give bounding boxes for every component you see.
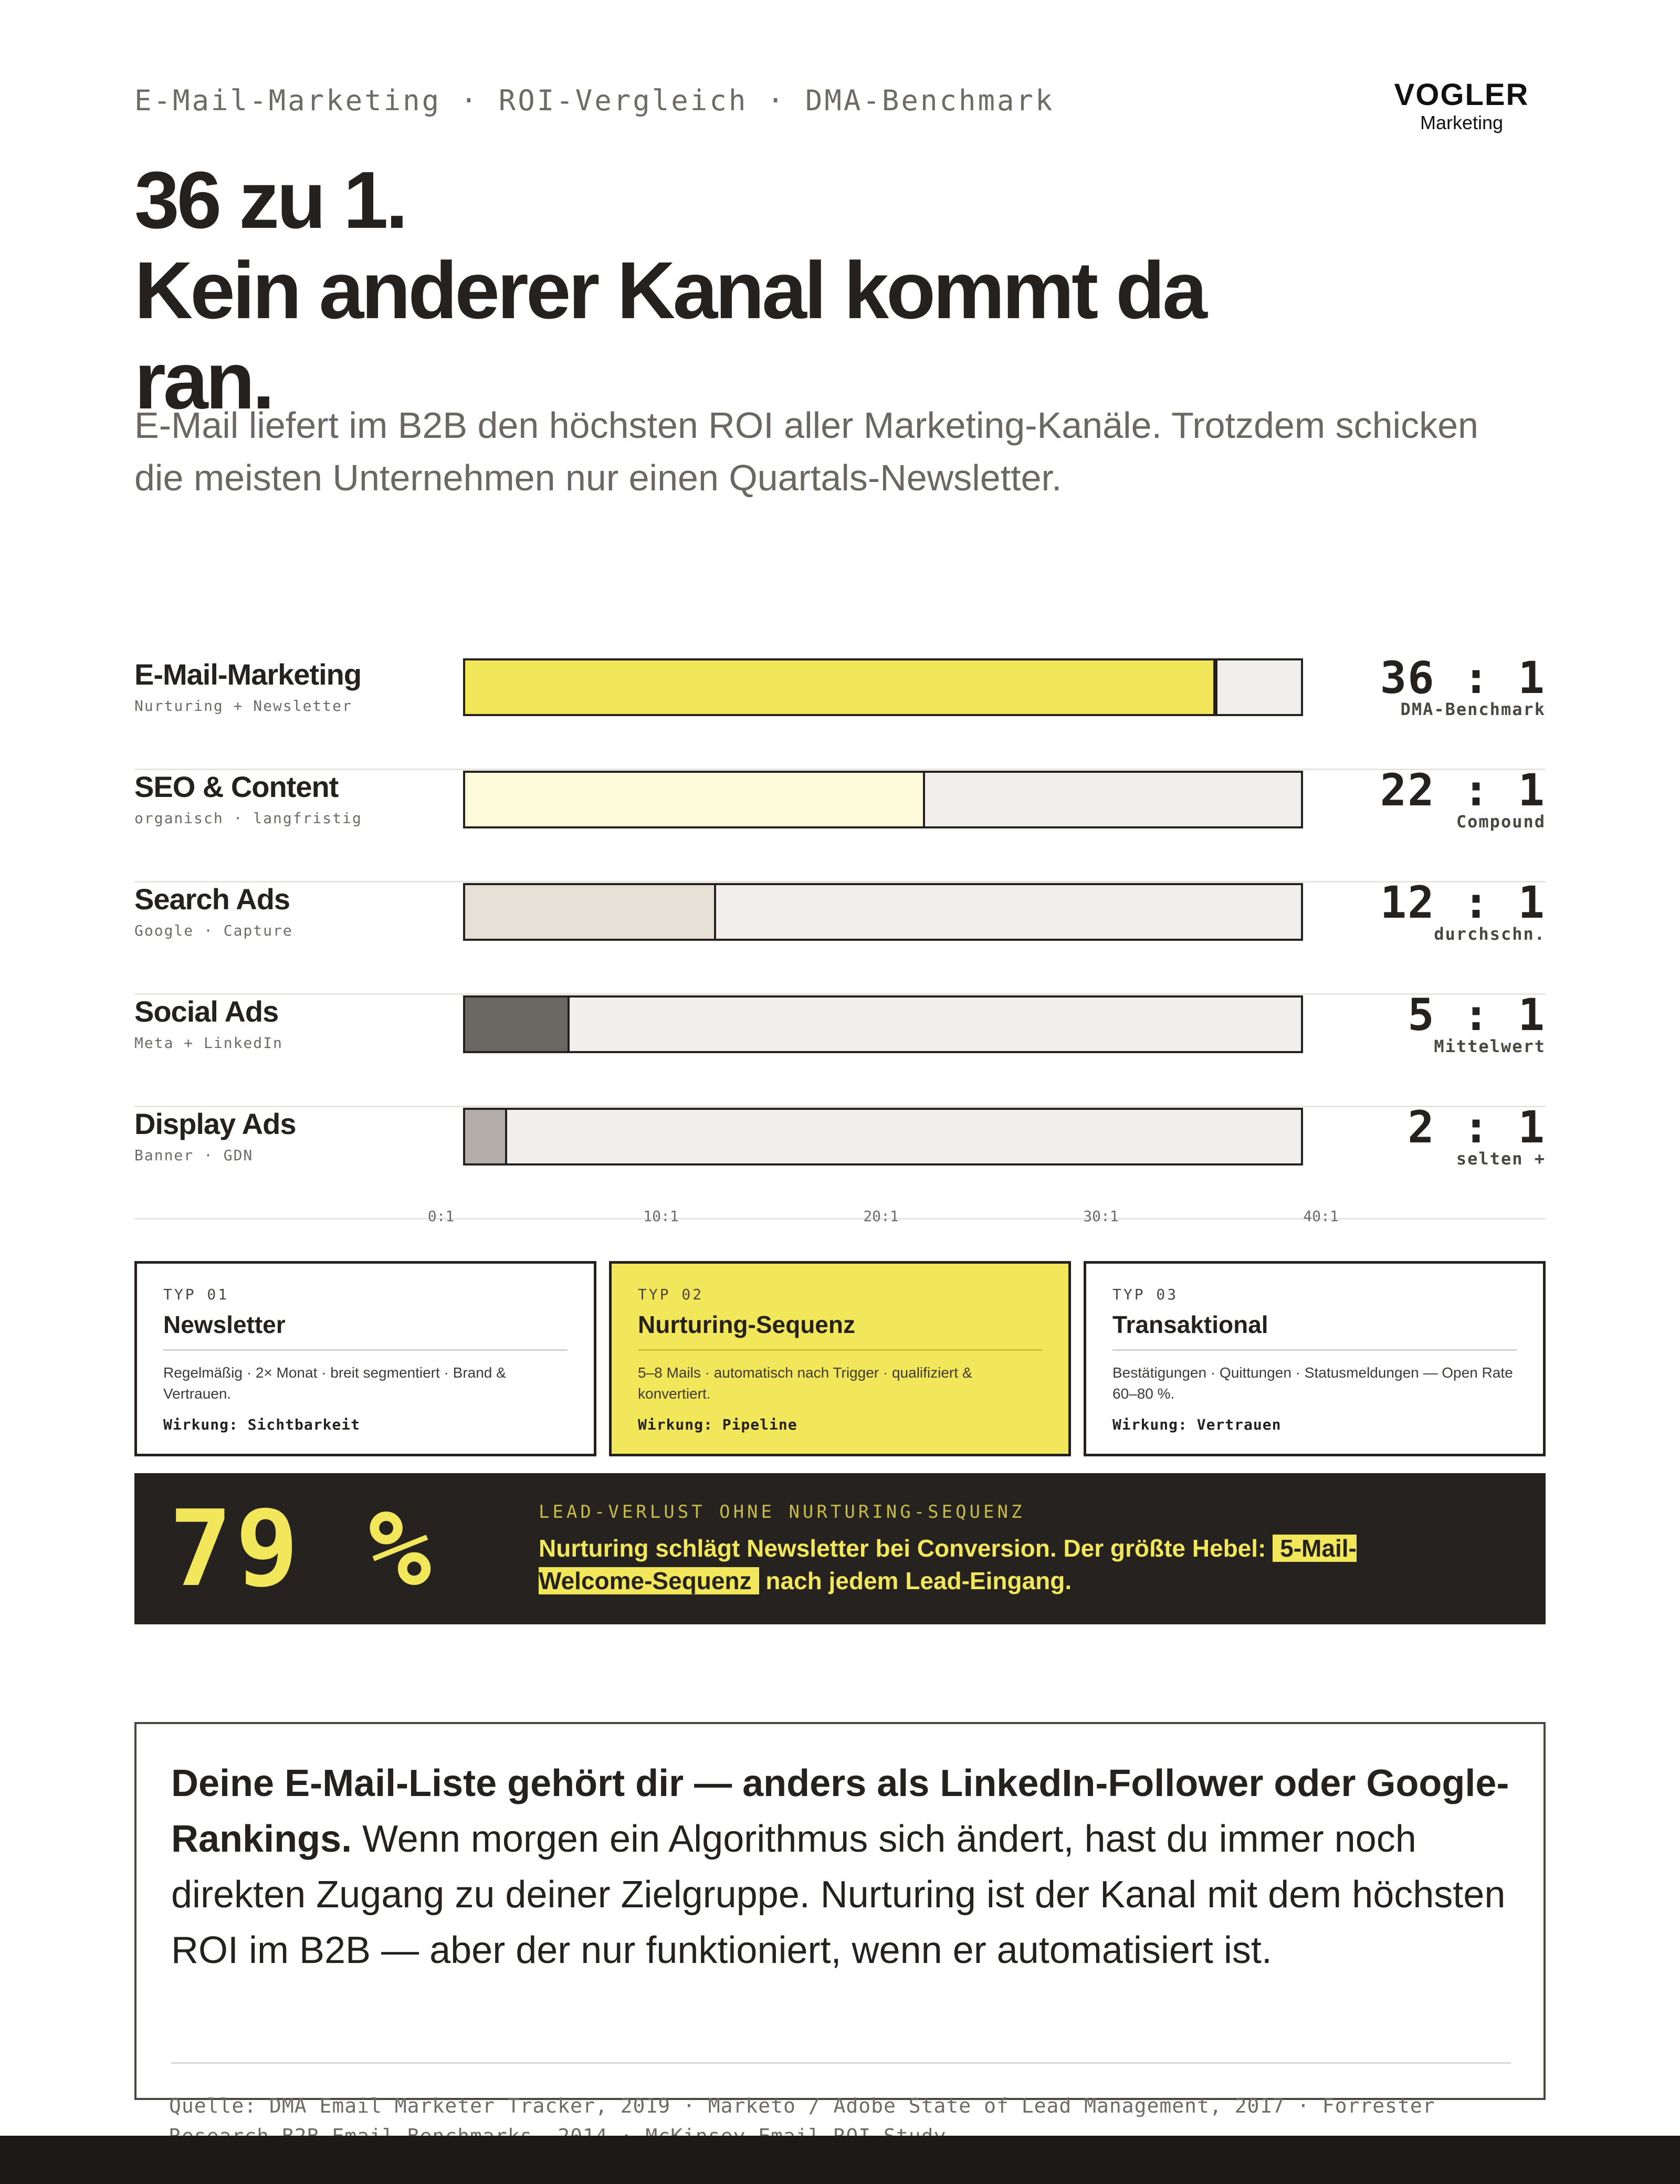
- card-tag: TYP 02: [638, 1286, 704, 1303]
- bar-category-subtitle: Nurturing + Newsletter: [134, 697, 352, 715]
- card-tag: TYP 01: [163, 1286, 229, 1303]
- bar-value-caption: durchschn.: [1434, 924, 1546, 944]
- card-nurturing-sequenz: [609, 1261, 1071, 1456]
- bar-value-caption: Compound: [1456, 812, 1546, 832]
- chart-row: [134, 652, 1546, 770]
- footer-bar: [0, 2136, 1680, 2184]
- banner-text-after: nach jedem Lead-Eingang.: [765, 1567, 1072, 1594]
- bar-value-label: 12 : 1: [1380, 877, 1546, 928]
- bar-category-subtitle: organisch · langfristig: [134, 810, 362, 827]
- logo-name: VOGLER: [1394, 78, 1529, 112]
- card-text: Regelmäßig · 2× Monat · breit segmentiert · Brand & Vertrauen.: [163, 1364, 506, 1402]
- card-text: 5–8 Mails · automatisch nach Trigger · qualifiziert & konvertiert.: [638, 1364, 972, 1402]
- bar-track: [463, 1108, 1303, 1166]
- bar: [465, 773, 925, 826]
- card-title: Nurturing-Sequenz: [638, 1310, 1042, 1351]
- x-tick-label: 30:1: [1083, 1208, 1119, 1225]
- source-note: Quelle: DMA Email Marketer Tracker, 2019 · Marketo / Adobe State of Lead Management, 2017 · Forrester: [169, 2094, 1435, 2117]
- card-title: Newsletter: [163, 1310, 568, 1351]
- card-effect: Wirkung: Pipeline: [638, 1416, 797, 1433]
- card-effect: Wirkung: Vertrauen: [1112, 1416, 1282, 1433]
- divider: [171, 2062, 1511, 2064]
- chart-row: [134, 764, 1546, 883]
- quote-bold: Deine E-Mail-Liste gehört dir — anders als LinkedIn-Follower oder Google-Rankings.: [171, 1762, 1509, 1860]
- bar-category-label: Display Ads: [134, 1107, 296, 1140]
- bar-category-subtitle: Banner · GDN: [134, 1147, 254, 1164]
- x-tick-label: 40:1: [1303, 1208, 1339, 1225]
- bar-track: [463, 995, 1303, 1053]
- bar-category-subtitle: Google · Capture: [134, 922, 293, 939]
- bar-category-subtitle: Meta + LinkedIn: [134, 1034, 283, 1052]
- bar-value-label: 2 : 1: [1408, 1101, 1546, 1153]
- banner-highlight: 5-Mail-Welcome-Sequenz: [539, 1535, 1357, 1594]
- card-transaktional: [1084, 1261, 1546, 1456]
- headline-line-1: 36 zu 1.: [134, 155, 406, 245]
- bar: [465, 660, 1217, 714]
- bar-value-label: 36 : 1: [1380, 652, 1546, 704]
- bar: [465, 1110, 507, 1163]
- bar-track: [463, 771, 1303, 828]
- lead-loss-banner: [134, 1473, 1546, 1624]
- x-tick-label: 10:1: [643, 1208, 679, 1225]
- bar-track: [463, 658, 1303, 716]
- bar-category-label: SEO & Content: [134, 770, 339, 803]
- bar: [465, 885, 716, 939]
- bar-category-label: Social Ads: [134, 995, 279, 1028]
- page-headline: [134, 155, 1342, 426]
- card-title: Transaktional: [1112, 1310, 1517, 1351]
- bar: [465, 998, 570, 1051]
- chart-row: [134, 877, 1546, 995]
- bar-value-label: 5 : 1: [1408, 989, 1546, 1041]
- logo-subtitle: Marketing: [1420, 112, 1504, 133]
- card-text: Bestätigungen · Quittungen · Statusmeldungen — Open Rate 60–80 %.: [1112, 1364, 1513, 1402]
- banner-text: [539, 1532, 1463, 1597]
- chart-row: [134, 989, 1546, 1107]
- bar-value-caption: selten +: [1456, 1149, 1546, 1169]
- quote-text: [171, 1756, 1515, 1978]
- x-tick-label: 20:1: [863, 1208, 899, 1225]
- card-effect: Wirkung: Sichtbarkeit: [163, 1416, 361, 1433]
- brand-logo: [1378, 79, 1546, 134]
- page-subline: E-Mail liefert im B2B den höchsten ROI aller Marketing-Kanäle. Trotzdem schicken die meisten Unternehmen nur einen Quartals-Newsletter.: [134, 405, 1478, 498]
- bar-track: [463, 883, 1303, 941]
- eyebrow: E-Mail-Marketing · ROI-Vergleich · DMA-Benchmark: [134, 84, 1055, 117]
- bar-category-label: Search Ads: [134, 883, 290, 916]
- x-tick-label: 0:1: [427, 1208, 455, 1225]
- banner-tag: LEAD-VERLUST OHNE NURTURING-SEQUENZ: [539, 1502, 1025, 1522]
- bar-value-caption: DMA-Benchmark: [1400, 699, 1546, 719]
- card-tag: TYP 03: [1112, 1286, 1179, 1303]
- headline-line-2: Kein anderer Kanal kommt da ran.: [134, 245, 1205, 426]
- quote-rest: Wenn morgen ein Algorithmus sich ändert, hast du immer noch direkten Zugang zu deiner Zielgruppe. Nurturing ist der Kanal mit dem höchsten ROI im B2B — aber der nur funktioniert, wenn er automatisiert ist.: [171, 1818, 1506, 1971]
- bar-end-marker: [1213, 660, 1217, 714]
- bar-category-label: E-Mail-Marketing: [134, 658, 362, 691]
- bar-value-caption: Mittelwert: [1434, 1036, 1546, 1056]
- chart-row: [134, 1101, 1546, 1220]
- bar-value-label: 22 : 1: [1380, 764, 1546, 816]
- lead-loss-percent: 79 %: [169, 1488, 435, 1610]
- card-newsletter: [134, 1261, 596, 1456]
- banner-text-before: Nurturing schlägt Newsletter bei Conversion. Der größte Hebel:: [539, 1535, 1266, 1562]
- quote-box: [134, 1722, 1546, 2100]
